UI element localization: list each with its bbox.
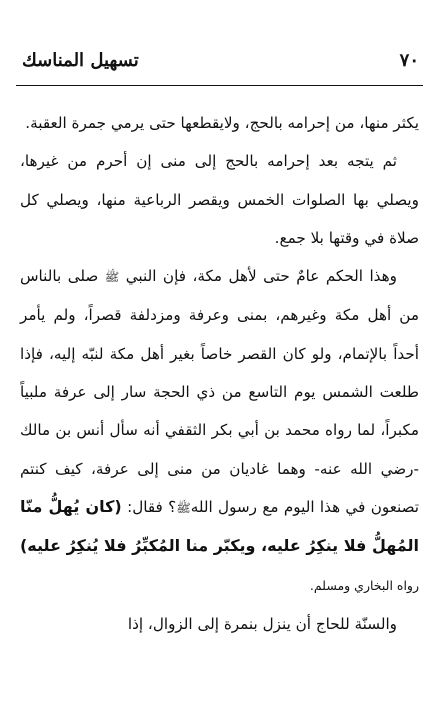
paragraph-4: والسنّة للحاج أن ينزل بنمرة إلى الزوال، إذا <box>127 614 397 633</box>
hadith-quote: (كان يُهلُّ منّا المُهلُّ فلا ينكِرُ عليه، ويكبّر منا المُكبِّرُ فلا يُنكِرُ عليه) <box>19 496 419 556</box>
paragraph-3 <box>20 257 419 605</box>
page-body <box>20 104 419 643</box>
paragraph-3-said: ؟ فقال: <box>127 497 177 516</box>
salutation-mark-2: ﷺ <box>176 500 191 515</box>
paragraph-2: ثم يتجه بعد إحرامه بالحج إلى منى إن أحرم من غيرها، ويصلي بها الصلوات الخمس ويقصر الرباعية منها، ويصلي كل صلاة في وقتها بلا جمع. <box>20 152 419 247</box>
header-divider <box>16 85 423 86</box>
page-number: ٧٠ <box>399 50 419 71</box>
running-title: تسهيل المناسك <box>22 50 139 71</box>
paragraph-1: يكثر منها، من إحرامه بالحج، ولايقطعها حتى يرمي جمرة العقبة. <box>25 114 419 132</box>
paragraph-3-intro: وهذا الحكم عامٌ حتى لأهل مكة، فإن النبي <box>125 267 397 286</box>
page-header <box>18 50 421 82</box>
hadith-source: رواه البخاري ومسلم. <box>309 577 419 593</box>
salutation-mark: ﷺ <box>104 270 120 285</box>
paragraph-3-body: صلى بالناس من أهل مكة وغيرهم، بمنى وعرفة ومزدلفة قصراً، ولم يأمر أحداً بالإتمام، ولو كان القصر خاصاً بغير أهل مكة لنبّه إليه، فإذا طلعت الشمس يوم التاسع من ذي الحجة سار إلى عرفة ملبياً مكبراً، لما رواه محمد بن أبي بكر الثقفي أنه سأل أنس بن مالك -رضي الله عنه- وهما غاديان من منى إلى عرفة، كيف كنتم تصنعون في هذا اليوم مع رسول الله <box>20 267 419 516</box>
